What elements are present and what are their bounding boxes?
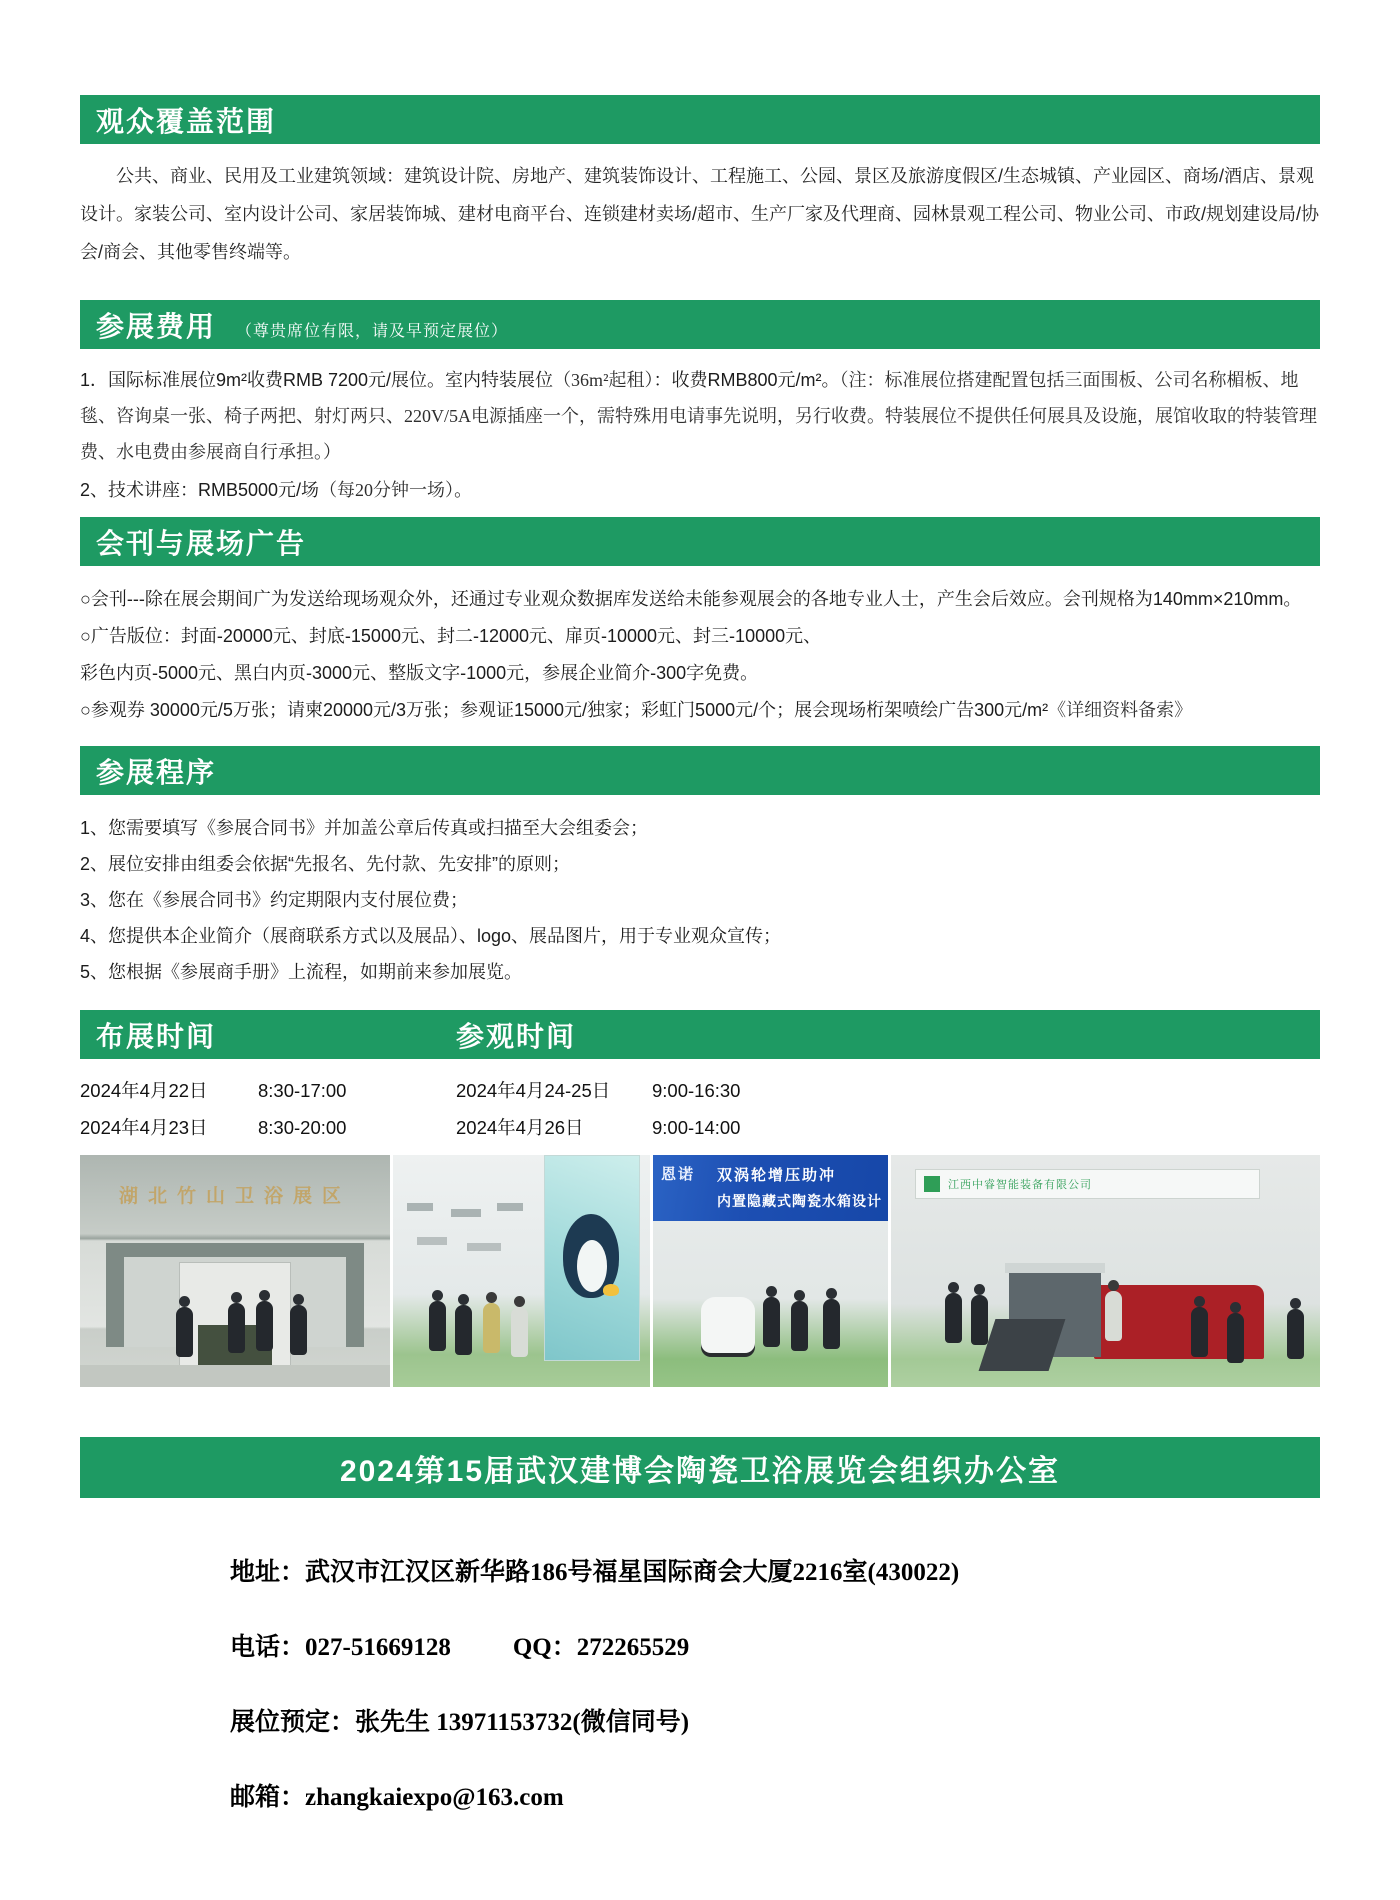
procedures-section-title: 参展程序 (96, 756, 217, 788)
person-silhouette (228, 1303, 245, 1353)
visit-row1-date: 2024年4月24-25日 (456, 1080, 611, 1101)
person-silhouette (429, 1301, 446, 1351)
procedure-step-5: 5、您根据《参展商手册》上流程，如期前来参加展览。 (80, 962, 523, 982)
person-silhouette (945, 1293, 962, 1343)
procedures-list (80, 810, 1320, 990)
contact-booking: 展位预定：张先生 13971153732(微信同号) (230, 1709, 690, 1736)
setup-time-title: 布展时间 (96, 1020, 217, 1052)
person-silhouette (971, 1295, 988, 1345)
procedure-step-4: 4、您提供本企业简介（展商联系方式以及展品）、logo、展品图片，用于专业观众宣传； (80, 926, 782, 946)
fees-item1-main-1: 1．国际标准展位9m²收费RMB 7200元/展位。室内特装展位 (80, 370, 554, 390)
contact-address: 地址：武汉市江汉区新华路186号福星国际商会大厦2216室(430022) (230, 1559, 960, 1586)
setup-row2-time: 8:30-20:00 (258, 1117, 347, 1138)
visit-row2-time: 9:00-14:00 (652, 1117, 741, 1138)
photo2-teal-banner (544, 1155, 640, 1361)
person-silhouette (763, 1297, 780, 1347)
person-silhouette (1191, 1307, 1208, 1357)
fees-item1-note-2: （注：标准展位搭建配置包括三面围板、公司名称楣板、地毯、咨询桌一张、椅子两把、射灯两只、220V/5A电源插座一个，需特殊用电请事先说明，另行收费。特装展位不提供任何展具及设施，展馆收取的特装管理费、水电费由参展商自行承担。） (80, 370, 1317, 462)
person-silhouette (791, 1301, 808, 1351)
contact-block (230, 1552, 1320, 1813)
photo3-banner-line-2: 内置隐藏式陶瓷水箱设计 (717, 1193, 882, 1209)
journal-section-title: 会刊与展场广告 (96, 527, 307, 559)
procedures-section-header-bar (80, 746, 1320, 795)
organizing-office-banner (80, 1437, 1320, 1498)
procedure-step-1: 1、您需要填写《参展合同书》并加盖公章后传真或扫描至大会组委会； (80, 818, 649, 838)
section-audience-coverage (80, 95, 1320, 271)
contact-qq: QQ：272265529 (512, 1634, 690, 1661)
schedule-header-bar (80, 1010, 1320, 1059)
journal-line4-main: ○参观券 30000元/5万张；请柬20000元/3万张；参观证15000元/独家；彩虹门5000元/个；展会现场桁架喷绘广告300元/m² (80, 700, 1049, 720)
person-silhouette (511, 1307, 528, 1357)
photo3-blue-banner (653, 1155, 888, 1221)
contact-phone: 电话：027-51669128 (230, 1634, 451, 1661)
photo-booth-red-display (891, 1155, 1320, 1387)
setup-row1-time: 8:30-17:00 (258, 1080, 347, 1101)
setup-row2-date: 2024年4月23日 (80, 1117, 208, 1138)
visit-row1-time: 9:00-16:30 (652, 1080, 741, 1101)
person-silhouette (483, 1303, 500, 1353)
journal-line-1: ○会刊---除在展会期间广为发送给现场观众外，还通过专业观众数据库发送给未能参观展会的各地专业人士，产生会后效应。会刊规格为140mm×210mm。 (80, 589, 1302, 609)
setup-row-1 (80, 1072, 456, 1109)
setup-row1-date: 2024年4月22日 (80, 1080, 208, 1101)
journal-line-4 (80, 692, 1320, 729)
person-silhouette (256, 1301, 273, 1351)
fees-item1-main-2: ：收费RMB800元/m²。 (653, 370, 840, 390)
photo2-wall-products (407, 1203, 527, 1273)
person-silhouette (1287, 1309, 1304, 1359)
fees-body (80, 362, 1320, 508)
audience-body-paragraph: 公共、商业、民用及工业建筑领域：建筑设计院、房地产、建筑装饰设计、工程施工、公园、景区及旅游度假区/生态城镇、产业园区、商场/酒店、景观设计。家装公司、室内设计公司、家居装饰城、建材电商平台、连锁建材卖场/超市、生产厂家及代理商、园林景观工程公司、物业公司、市政/规划建设局/协会/商会、其他零售终端等。 (80, 166, 1319, 262)
visit-row-1 (456, 1072, 1320, 1109)
contact-phone-qq-line (230, 1627, 1320, 1663)
schedule-table (80, 1072, 1320, 1146)
photo4-company-name: 江西中睿智能装备有限公司 (948, 1179, 1092, 1191)
organizing-office-title: 2024第15届武汉建博会陶瓷卫浴展览会组织办公室 (339, 1454, 1061, 1488)
fees-item1-note-1: （36m²起租） (553, 370, 654, 390)
fees-section-subtitle: （尊贵席位有限，请及早预定展位） (236, 323, 509, 340)
journal-line-3: 彩色内页-5000元、黑白内页-3000元、整版文字-1000元，参展企业简介-300字免费。 (80, 663, 759, 683)
fees-item2-note: （每20分钟一场） (319, 480, 455, 500)
photo3-brand-text: 恩诺 (661, 1166, 696, 1183)
photo1-floor (80, 1365, 390, 1387)
audience-section-header-bar (80, 95, 1320, 144)
journal-body (80, 581, 1320, 729)
fees-item-1 (80, 362, 1320, 470)
procedure-step-2: 2、展位安排由组委会依据“先报名、先付款、先安排”的原则； (80, 854, 570, 874)
fees-item2-main: 2、技术讲座：RMB5000元/场 (80, 480, 320, 500)
photo4-fascia-board (915, 1169, 1260, 1199)
fees-section-header-bar (80, 300, 1320, 349)
audience-section-title: 观众覆盖范围 (96, 105, 277, 137)
person-silhouette (455, 1305, 472, 1355)
fees-item2-end: 。 (454, 480, 473, 500)
procedure-step-3: 3、您在《参展合同书》约定期限内支付展位费； (80, 890, 469, 910)
section-schedule (80, 1010, 1320, 1146)
person-silhouette (1227, 1313, 1244, 1363)
setup-time-column (80, 1072, 456, 1146)
fees-item-2 (80, 472, 1320, 508)
person-silhouette (176, 1307, 193, 1357)
contact-email: 邮箱：zhangkaiexpo@163.com (230, 1784, 564, 1811)
rubber-duck-graphic (603, 1284, 619, 1296)
person-silhouette (290, 1305, 307, 1355)
section-procedures (80, 746, 1320, 990)
photo4-leaning-panel (979, 1319, 1066, 1371)
exhibition-photos-strip (80, 1155, 1320, 1387)
visit-time-column (456, 1072, 1320, 1146)
journal-line4-note: 《详细资料备索》 (1048, 700, 1193, 720)
section-journal-ads (80, 517, 1320, 729)
section-exhibit-fees (80, 300, 1320, 508)
journal-line-2: ○广告版位：封面-20000元、封底-15000元、封二-12000元、扉页-10000元、封三-10000元、 (80, 626, 822, 646)
visit-row2-date: 2024年4月26日 (456, 1117, 584, 1138)
visit-row-2 (456, 1109, 1320, 1146)
photo-booth-blue-banner (653, 1155, 888, 1387)
person-silhouette (823, 1299, 840, 1349)
person-silhouette (1105, 1291, 1122, 1341)
visit-time-title: 参观时间 (456, 1020, 577, 1052)
photo-exhibition-hall-entrance (80, 1155, 390, 1387)
setup-row-2 (80, 1109, 456, 1146)
photo1-gold-sign-text: 湖北竹山卫浴展区 (118, 1186, 351, 1207)
photo4-green-logo (924, 1176, 940, 1192)
fees-section-title: 参展费用 (96, 310, 217, 342)
photo3-toilet-product (701, 1297, 755, 1353)
photo3-banner-line-1: 双涡轮增压助冲 (717, 1167, 837, 1184)
journal-section-header-bar (80, 517, 1320, 566)
photo-booth-penguin-banner (393, 1155, 650, 1387)
